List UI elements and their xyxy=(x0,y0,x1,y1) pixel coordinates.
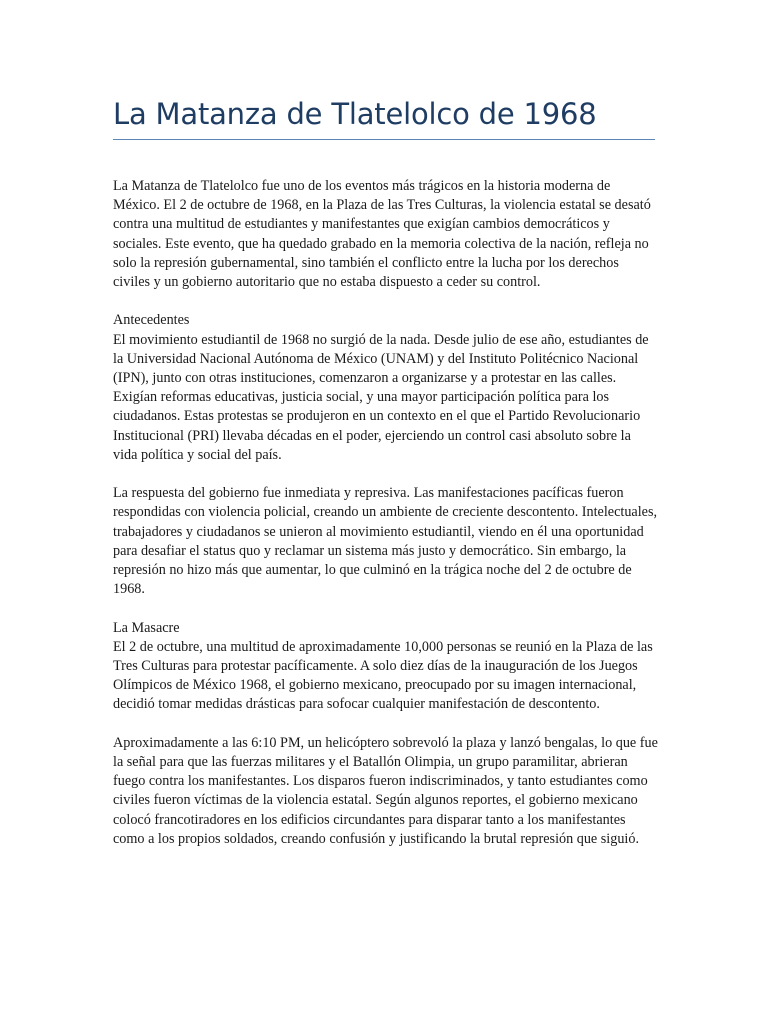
document-body xyxy=(113,177,658,868)
section-paragraph: El 2 de octubre, una multitud de aproximadamente 10,000 personas se reunió en la Plaza de las Tres Culturas para protestar pacíficamente. A solo diez días de la inauguración de los Juegos Olímpicos de México 1968, el gobierno mexicano, preocupado por su imagen internacional, decidió tomar medidas drásticas para sofocar cualquier manifestación de descontento. xyxy=(113,638,653,713)
section-heading-antecedentes: Antecedentes xyxy=(113,312,190,329)
document-title: La Matanza de Tlatelolco de 1968 xyxy=(113,97,597,131)
title-underline xyxy=(113,139,655,140)
section-paragraph: Aproximadamente a las 6:10 PM, un helicóptero sobrevoló la plaza y lanzó bengalas, lo que fue la señal para que las fuerzas militares y el Batallón Olimpia, un grupo paramilitar, abrieran fuego contra los manifestantes. Los disparos fueron indiscriminados, y tanto estudiantes como civiles fueron víctimas de la violencia estatal. Según algunos reportes, el gobierno mexicano colocó francotiradores en los edificios circundantes para disparar tanto a los manifestantes como a los propios soldados, creando confusión y justificando la brutal represión que siguió. xyxy=(113,734,658,847)
section-paragraph: El movimiento estudiantil de 1968 no surgió de la nada. Desde julio de ese año, estudiantes de la Universidad Nacional Autónoma de México (UNAM) y del Instituto Politécnico Nacional (IPN), junto con otras instituciones, comenzaron a organizarse y a protestar en las calles. Exigían reformas educativas, justicia social, y una mayor participación política para los ciudadanos. Estas protestas se produjeron en un contexto en el que el Partido Revolucionario Institucional (PRI) llevaba décadas en el poder, ejerciendo un control casi absoluto sobre la vida política y social del país. xyxy=(113,331,649,463)
intro-paragraph: La Matanza de Tlatelolco fue uno de los eventos más trágicos en la historia moderna de México. El 2 de octubre de 1968, en la Plaza de las Tres Culturas, la violencia estatal se desató contra una multitud de estudiantes y manifestantes que exigían cambios democráticos y sociales. Este evento, que ha quedado grabado en la memoria colectiva de la nación, refleja no solo la represión gubernamental, sino también el conflicto entre la lucha por los derechos civiles y un gobierno autoritario que no estaba dispuesto a ceder su control. xyxy=(113,178,651,291)
section-paragraph: La respuesta del gobierno fue inmediata y represiva. Las manifestaciones pacíficas fueron respondidas con violencia policial, creando un ambiente de creciente descontento. Intelectuales, trabajadores y ciudadanos se unieron al movimiento estudiantil, viendo en él una oportunidad para desafiar el status quo y reclamar un sistema más justo y democrático. Sin embargo, la represión no hizo más que aumentar, lo que culminó en la trágica noche del 2 de octubre de 1968. xyxy=(113,485,658,598)
section-heading-la-masacre: La Masacre xyxy=(113,619,180,636)
